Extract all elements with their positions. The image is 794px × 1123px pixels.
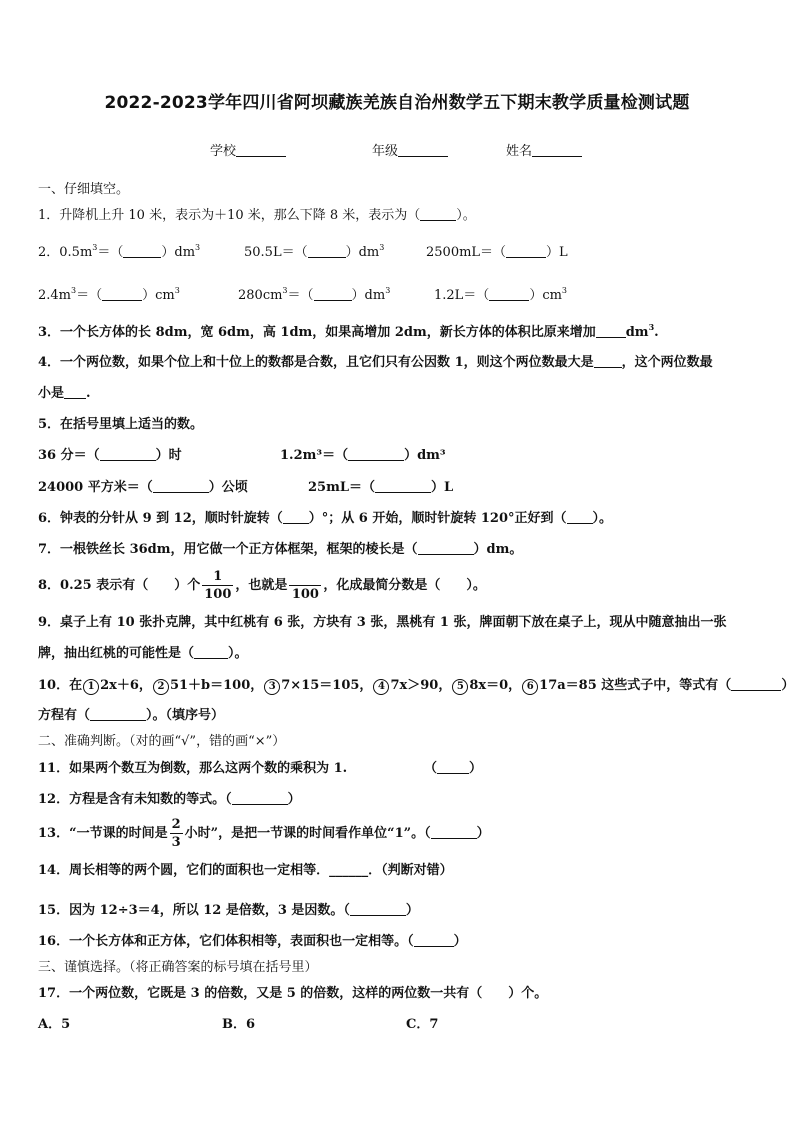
answer-blank[interactable] xyxy=(596,325,626,338)
fraction-1-over-100: $\frac{1}{100}$ xyxy=(204,569,232,602)
answer-blank[interactable] xyxy=(314,288,352,301)
question-5: 5．在括号里填上适当的数。 xyxy=(38,417,204,432)
answer-blank[interactable] xyxy=(431,826,477,839)
answer-blank[interactable] xyxy=(437,761,469,774)
question-5-row-1-a: 36 分＝（ ）时 xyxy=(38,448,182,463)
question-3: 3．一个长方体的长 8dm，宽 6dm，高 1dm，如果高增加 2dm，新长方体的体积比原来增加 $dm^3$. xyxy=(38,322,659,340)
name-blank[interactable] xyxy=(532,144,582,157)
section-2-heading: 二、准确判断。（对的画“√”，错的画“×”） xyxy=(38,734,286,749)
question-7: 7．一根铁丝长 36dm，用它做一个正方体框架，框架的棱长是（ ）dm。 xyxy=(38,542,523,557)
answer-blank[interactable] xyxy=(489,288,529,301)
question-2-row-2-c: 1.2L＝（ ）$cm^3$ xyxy=(434,286,568,303)
question-16: 16．一个长方体和正方体，它们体积相等，表面积也一定相等。（ ） xyxy=(38,934,467,949)
question-14: 14．周长相等的两个圆，它们的面积也一定相等．______．（判断对错） xyxy=(38,863,453,878)
option-b[interactable]: B．6 xyxy=(222,1017,256,1032)
grade-field xyxy=(372,140,448,159)
question-2-row-1-c: 2500mL＝（ ）L xyxy=(426,245,568,260)
answer-blank[interactable] xyxy=(731,678,781,691)
circled-number-6: 6 xyxy=(522,679,538,695)
option-a[interactable]: A．5 xyxy=(38,1017,71,1032)
question-4-line-2: 小是 . xyxy=(38,386,91,401)
question-11-answer: （ ） xyxy=(424,761,483,776)
answer-blank[interactable] xyxy=(594,355,622,368)
section-1-heading: 一、仔细填空。 xyxy=(38,182,130,197)
answer-blank[interactable] xyxy=(350,903,406,916)
answer-blank[interactable] xyxy=(123,245,161,258)
question-2-row-1: 2．$0.5m^3=$（ ）$dm^3$ xyxy=(38,243,201,260)
question-12: 12．方程是含有未知数的等式。（ ） xyxy=(38,792,301,807)
school-blank[interactable] xyxy=(236,144,286,157)
question-4-line-1: 4．一个两位数，如果个位上和十位上的数都是合数，且它们只有公因数 1，则这个两位数最大是 ，这个两位数最 xyxy=(38,355,713,370)
fraction-blank-over-100: 100 xyxy=(289,568,321,603)
question-1: 1．升降机上升 10 米，表示为＋10 米，那么下降 8 米，表示为（ ）。 xyxy=(38,208,476,223)
answer-blank[interactable] xyxy=(283,511,309,524)
page-title: 2022-2023学年四川省阿坝藏族羌族自治州数学五下期末教学质量检测试题 xyxy=(104,93,690,113)
question-5-row-2-a: 24000 平方米＝（ ）公顷 xyxy=(38,480,248,495)
school-field xyxy=(210,140,286,159)
answer-blank[interactable] xyxy=(348,448,404,461)
answer-blank[interactable] xyxy=(418,542,474,555)
grade-label: 年级 xyxy=(372,144,399,159)
answer-blank[interactable] xyxy=(414,934,454,947)
question-17: 17．一个两位数，它既是 3 的倍数，又是 5 的倍数，这样的两位数一共有（ ）个。 xyxy=(38,986,548,1001)
name-label: 姓名 xyxy=(506,144,533,159)
question-5-row-1-b: 1.2m³＝（ ）dm³ xyxy=(280,448,446,463)
answer-blank[interactable] xyxy=(308,245,346,258)
answer-blank[interactable] xyxy=(90,708,146,721)
answer-blank[interactable] xyxy=(153,480,209,493)
question-2-row-2: $2.4m^3=$（ ）$cm^3$ xyxy=(38,286,180,303)
circled-number-3: 3 xyxy=(264,679,280,695)
question-15: 15．因为 12÷3＝4，所以 12 是倍数，3 是因数。（ ） xyxy=(38,903,419,918)
question-6: 6．钟表的分针从 9 到 12，顺时针旋转（ ）°；从 6 开始，顺时针旋转 120°正好到（ ）。 xyxy=(38,511,613,526)
question-2-row-2-b: $280cm^3=$（ ）$dm^3$ xyxy=(238,286,391,303)
fraction-2-over-3: $\frac{2}{3}$ xyxy=(171,817,181,850)
circled-number-2: 2 xyxy=(153,679,169,695)
question-10-line-1: 10．在 1 2x＋6， 2 51＋b＝100， 3 7×15＝105， 4 7x＞90， 5 8x＝0， 6 17a＝85 这些式子中，等式有（ ） xyxy=(38,678,794,693)
answer-blank[interactable] xyxy=(194,646,228,659)
answer-blank[interactable] xyxy=(232,792,288,805)
question-8: 8．0.25 表示有（ ）个 $\frac{1}{100}$ ，也就是 100 ，化成最简分数是（ ）。 xyxy=(38,569,486,602)
school-label: 学校 xyxy=(210,144,237,159)
circled-number-4: 4 xyxy=(373,679,389,695)
question-10-line-2: 方程有（ ）。（填序号） xyxy=(38,708,225,723)
answer-blank[interactable] xyxy=(64,386,86,399)
question-9-line-2: 牌，抽出红桃的可能性是（ ）。 xyxy=(38,646,248,661)
section-3-heading: 三、谨慎选择。（将正确答案的标号填在括号里） xyxy=(38,960,318,975)
circled-number-5: 5 xyxy=(452,679,468,695)
answer-blank[interactable] xyxy=(100,448,156,461)
question-5-row-2-b: 25mL＝（ ）L xyxy=(308,480,454,495)
answer-blank[interactable] xyxy=(289,568,321,586)
option-c[interactable]: C．7 xyxy=(406,1017,439,1032)
answer-blank[interactable] xyxy=(375,480,431,493)
answer-blank[interactable] xyxy=(506,245,546,258)
circled-number-1: 1 xyxy=(83,679,99,695)
answer-blank[interactable] xyxy=(420,208,456,221)
answer-blank[interactable] xyxy=(567,511,593,524)
name-field xyxy=(506,140,582,159)
answer-blank[interactable] xyxy=(102,288,142,301)
question-9-line-1: 9．桌子上有 10 张扑克牌，其中红桃有 6 张，方块有 3 张，黑桃有 1 张，牌面朝下放在桌子上，现从中随意抽出一张 xyxy=(38,615,727,630)
grade-blank[interactable] xyxy=(398,144,448,157)
question-13: 13．“一节课的时间是 $\frac{2}{3}$ 小时”，是把一节课的时间看作单位“1”。（ ） xyxy=(38,817,490,850)
question-11: 11．如果两个数互为倒数，那么这两个数的乘积为 1. xyxy=(38,761,348,776)
question-2-row-1-b: 50.5L＝（ ）$dm^3$ xyxy=(244,243,385,260)
